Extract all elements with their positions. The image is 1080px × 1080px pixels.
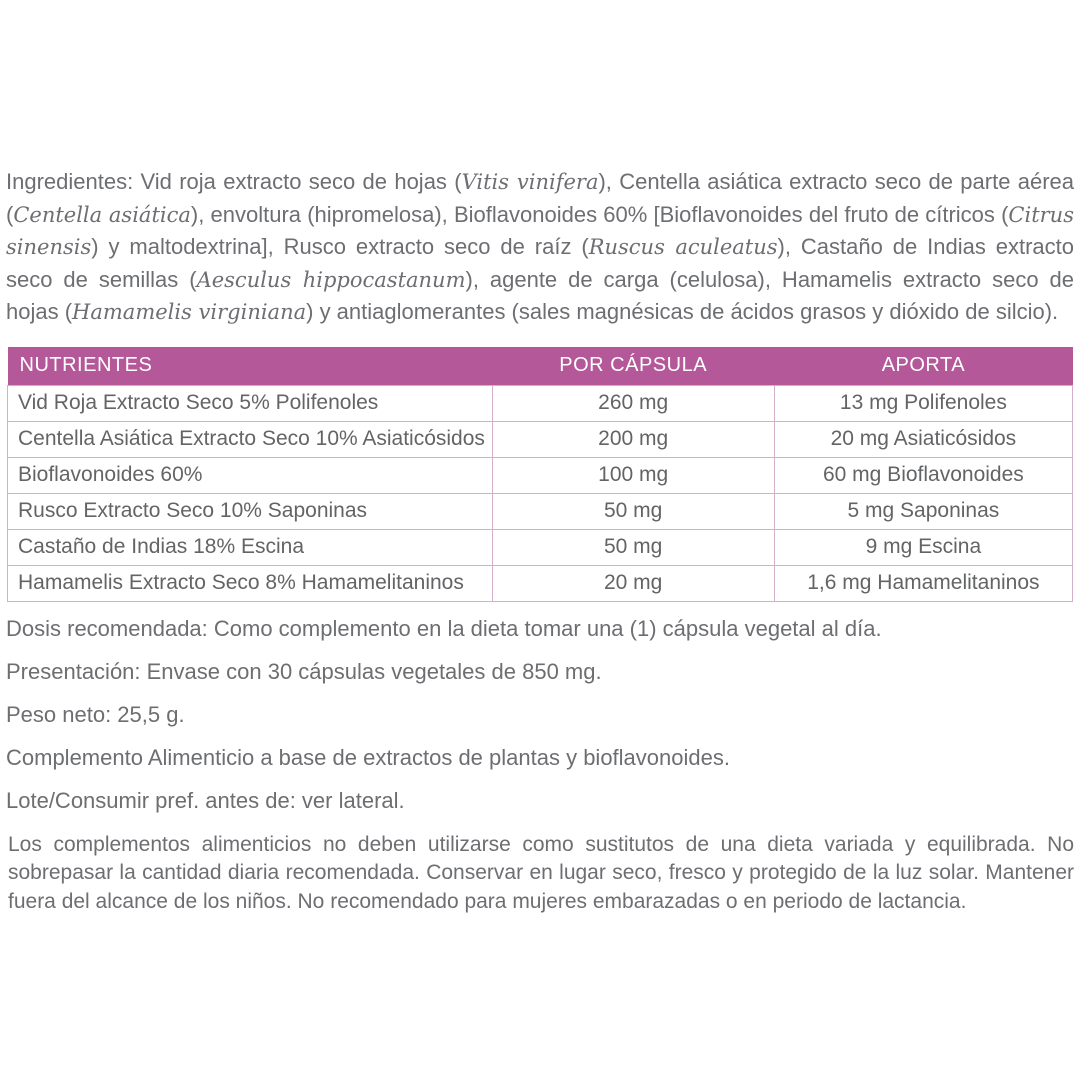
table-cell: 5 mg Saponinas — [774, 493, 1072, 529]
ingredient-latin-name: Ruscus aculeatus — [588, 235, 778, 259]
table-cell: Hamamelis Extracto Seco 8% Hamamelitaninos — [8, 565, 493, 601]
dosage-paragraph: Dosis recomendada: Como complemento en la dieta tomar una (1) cápsula vegetal al día. — [6, 615, 882, 641]
table-cell: 60 mg Bioflavonoides — [774, 457, 1072, 493]
table-cell: 9 mg Escina — [774, 529, 1072, 565]
presentation-paragraph: Presentación: Envase con 30 cápsulas vegetales de 850 mg. — [6, 658, 602, 684]
table-cell: Bioflavonoides 60% — [8, 457, 493, 493]
table-row — [8, 457, 1073, 493]
ingredient-text: ), Centella asiática extracto seco de parte aérea ( — [6, 169, 1075, 227]
table-row — [8, 385, 1073, 421]
ingredient-latin-name: Vitis vinifera — [461, 170, 599, 194]
table-cell: Castaño de Indias 18% Escina — [8, 529, 493, 565]
table-cell: 50 mg — [492, 493, 774, 529]
ingredient-text: ) y antiaglomerantes (sales magnésicas de ácidos grasos y dióxido de silcio). — [306, 299, 1059, 324]
lot-paragraph: Lote/Consumir pref. antes de: ver lateral. — [6, 787, 405, 813]
ingredient-text: ), agente de carga (celulosa), Hamamelis extracto seco de hojas ( — [6, 266, 1074, 324]
nutrients-table-header — [8, 347, 1073, 386]
nutrients-table — [7, 347, 1073, 602]
ingredient-latin-name: Centella asiática — [13, 202, 191, 227]
table-cell: 1,6 mg Hamamelitaninos — [774, 565, 1072, 601]
nutrients-table-body — [8, 385, 1073, 601]
table-cell: 50 mg — [492, 529, 774, 565]
ingredient-latin-name: Hamamelis virginiana — [72, 300, 307, 324]
table-cell: 100 mg — [492, 457, 774, 493]
ingredient-text: ) y maltodextrina], Rusco extracto seco de raíz ( — [91, 234, 589, 259]
ingredient-latin-name: Aesculus hippocastanum — [196, 267, 466, 292]
ingredient-text: ), Castaño de Indias extracto seco de semillas ( — [6, 234, 1074, 292]
table-cell: 200 mg — [492, 421, 774, 457]
table-cell: Centella Asiática Extracto Seco 10% Asiaticósidos — [8, 421, 493, 457]
ingredient-text: Ingredientes: Vid roja extracto seco de hojas ( — [6, 169, 462, 194]
ingredient-latin-name: Citrus sinensis — [6, 202, 1074, 259]
table-cell: 20 mg — [492, 565, 774, 601]
table-row — [8, 493, 1073, 529]
table-cell: Vid Roja Extracto Seco 5% Polifenoles — [8, 385, 493, 421]
table-cell: Rusco Extracto Seco 10% Saponinas — [8, 493, 493, 529]
ingredients-paragraph — [6, 166, 1074, 329]
header-por-capsula: POR CÁPSULA — [492, 347, 774, 386]
table-cell: 13 mg Polifenoles — [774, 385, 1072, 421]
header-nutrientes: NUTRIENTES — [8, 347, 493, 386]
disclaimer-paragraph: Los complementos alimenticios no deben utilizarse como sustitutos de una dieta variada y equilibrada. No sobrepasar la cantidad diaria recomendada. Conservar en lugar seco, fresco y protegido de la luz solar. Mantener fuera del alcance de los niños. No recomendado para mujeres embarazadas o en periodo de lactancia. — [8, 832, 1074, 913]
description-paragraph: Complemento Alimenticio a base de extractos de plantas y bioflavonoides. — [6, 744, 730, 770]
net-weight-paragraph: Peso neto: 25,5 g. — [6, 701, 185, 727]
ingredient-text: ), envoltura (hipromelosa), Bioflavonoides 60% [Bioflavonoides del fruto de cítricos ( — [190, 201, 1009, 227]
table-cell: 20 mg Asiaticósidos — [774, 421, 1072, 457]
table-cell: 260 mg — [492, 385, 774, 421]
table-row — [8, 529, 1073, 565]
header-aporta: APORTA — [774, 347, 1072, 386]
table-row — [8, 421, 1073, 457]
table-row — [8, 565, 1073, 601]
header-row — [8, 347, 1073, 386]
